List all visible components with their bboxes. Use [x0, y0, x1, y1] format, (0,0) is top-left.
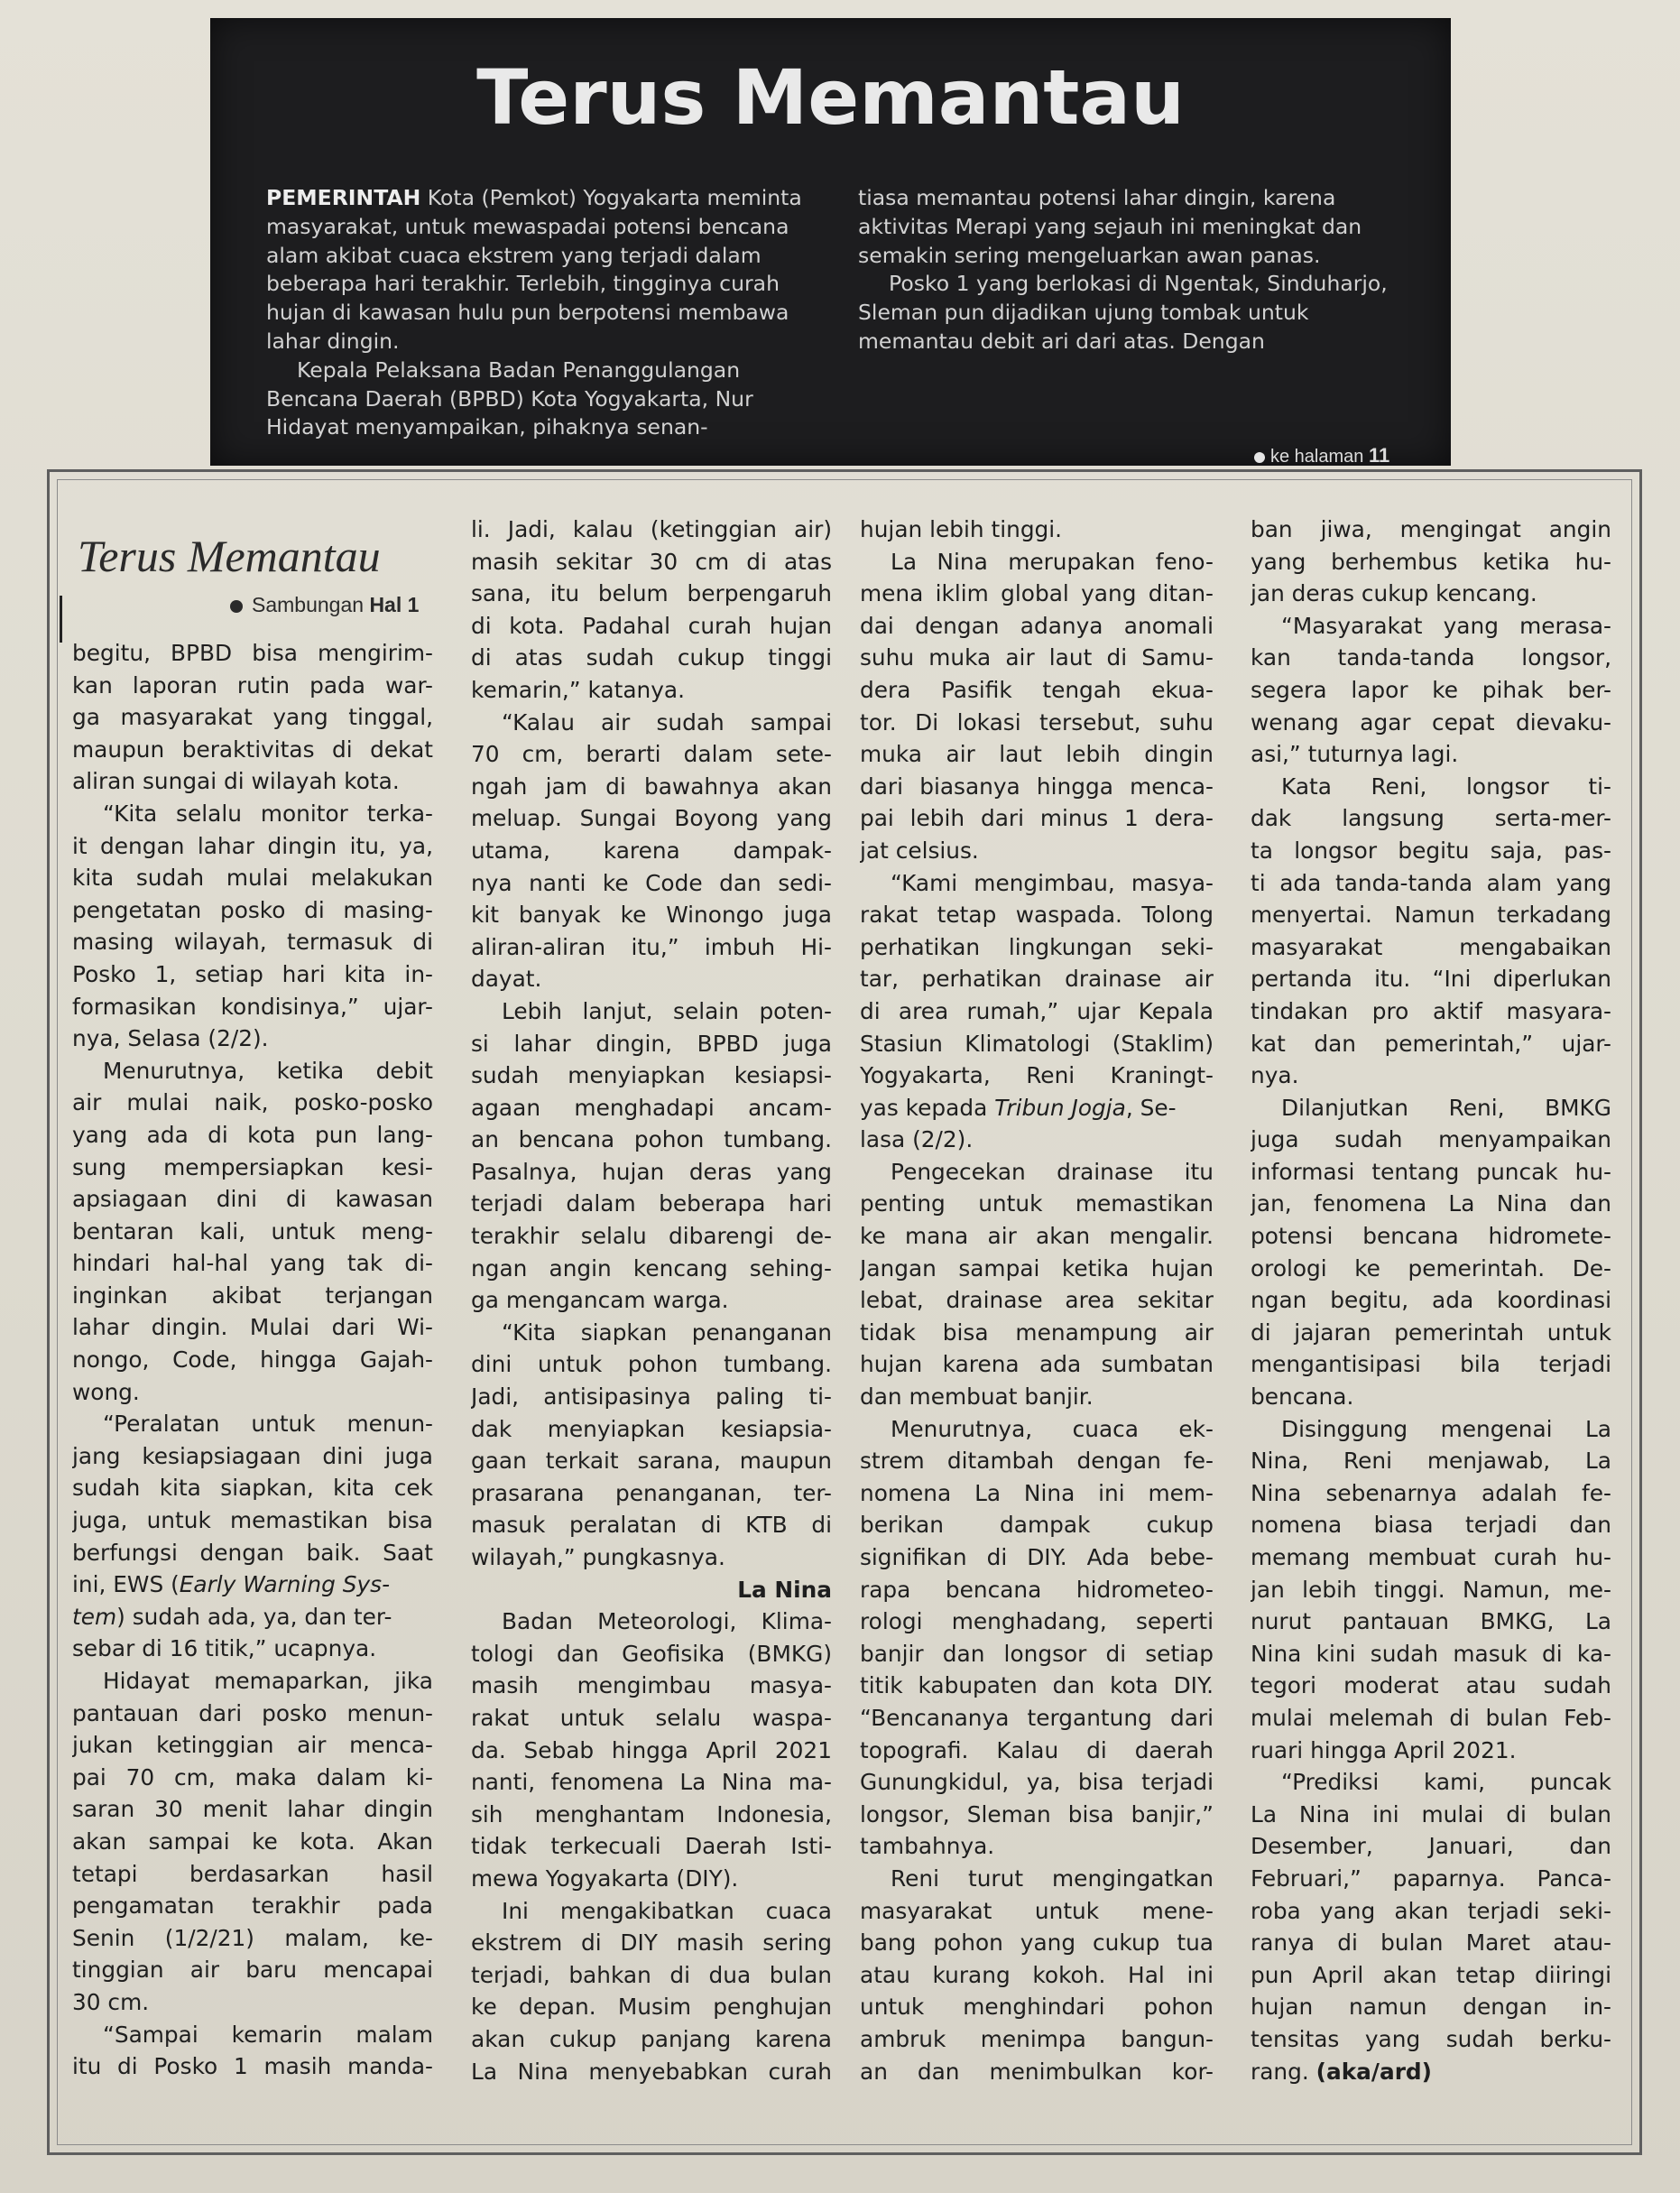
- text-line: an dan menimbulkan kor-: [860, 2058, 1214, 2085]
- text-fragment: , Se-: [1125, 1094, 1177, 1121]
- text-line: dayat.: [471, 966, 542, 993]
- text-line: agaan menghadapi ancam-: [471, 1094, 832, 1121]
- text-line: tambahnya.: [860, 1833, 995, 1860]
- text-line: titik kabupaten dan kota DIY.: [860, 1672, 1214, 1699]
- text-line: suhu muka air laut di Samu-: [860, 644, 1214, 671]
- article-column-3: [860, 514, 1214, 2087]
- text-line: bentaran kali, untuk meng-: [72, 1217, 433, 1245]
- text-line: Jangan sampai ketika hujan: [860, 1254, 1214, 1282]
- text-line: [72, 1568, 433, 1601]
- text-line: menyertai. Namun terkadang: [1251, 902, 1611, 929]
- text-line: potensi bencana hidromete-: [1251, 1223, 1611, 1250]
- text-line: wilayah,” pungkasnya.: [471, 1544, 725, 1570]
- text-line: ngan angin kencang sehing-: [471, 1254, 832, 1282]
- text-line: ambruk menimpa bangun-: [860, 2025, 1214, 2052]
- text-line: tor. Di lokasi tersebut, suhu: [860, 708, 1214, 736]
- text-line: hindari hal-hal yang tak di-: [72, 1250, 433, 1277]
- text-line: Lebih lanjut, selain poten-: [502, 997, 832, 1024]
- text-line: sung mempersiapkan kesi-: [72, 1153, 433, 1180]
- text-line: da. Sebab hingga April 2021: [471, 1736, 832, 1763]
- article-column-4: [1251, 514, 1611, 2087]
- text-line: masuk peralatan di KTB di: [471, 1512, 832, 1539]
- text-line: banjir dan longsor di setiap: [860, 1640, 1214, 1667]
- text-line: Badan Meteorologi, Klima-: [502, 1608, 832, 1635]
- text-line: pai lebih dari minus 1 dera-: [860, 805, 1214, 832]
- text-line: pertanda itu. “Ini diperlukan: [1251, 966, 1611, 993]
- text-line: jang kesiapsiagaan dini juga: [72, 1442, 433, 1469]
- text-line: dai dengan adanya anomali: [860, 612, 1214, 639]
- text-line: Posko 1, setiap hari kita in-: [72, 960, 433, 987]
- bullet-icon: [1254, 452, 1265, 463]
- text-line: masing wilayah, termasuk di: [72, 929, 433, 956]
- front-headline: Terus Memantau: [476, 53, 1185, 142]
- ews-term: Early Warning Sys-: [179, 1571, 391, 1598]
- text-line: pai 70 cm, maka dalam ki-: [72, 1763, 433, 1790]
- text-line: ekstrem di DIY masih sering: [471, 1929, 832, 1957]
- text-line: longsor, Sleman bisa banjir,”: [860, 1800, 1214, 1828]
- front-column-right: [858, 184, 1408, 356]
- text-line: La Nina ini mulai di bulan: [1251, 1800, 1611, 1828]
- text-line: tidak bisa menampung air: [860, 1319, 1214, 1346]
- text-line: Nina kini sudah masuk di ka-: [1251, 1640, 1611, 1667]
- text-line: dera Pasifik tengah ekua-: [860, 676, 1214, 703]
- text-line: bencana.: [1251, 1383, 1354, 1411]
- text-line: tindakan pro aktif masyara-: [1251, 997, 1611, 1024]
- text-line: 70 cm, berarti dalam sete-: [471, 741, 832, 768]
- text-line: segera lapor ke pihak ber-: [1251, 676, 1611, 703]
- text-line: li. Jadi, kalau (ketinggian air): [471, 516, 832, 542]
- text-line: ke mana air akan mengalir.: [860, 1223, 1214, 1250]
- continuation-headline: Terus Memantau: [78, 531, 381, 581]
- text-line: aliran-aliran itu,” imbuh Hi-: [471, 933, 832, 960]
- text-line: “Bencananya tergantung dari: [860, 1704, 1214, 1731]
- text-line: bang pohon yang cukup tua: [860, 1929, 1214, 1957]
- text-line: asi,” tuturnya lagi.: [1251, 741, 1459, 768]
- text-line: air mulai naik, posko-posko: [72, 1089, 433, 1116]
- text-line: lahar dingin. Mulai dari Wi-: [72, 1314, 433, 1341]
- text-line: nurut pantauan BMKG, La: [1251, 1608, 1611, 1635]
- front-left-text-2: Kepala Pelaksana Badan Penanggulangan Bencana Daerah (BPBD) Kota Yogyakarta, Nur Hidayat menyampaikan, pihaknya senan-: [266, 356, 753, 440]
- text-line: pun April akan tetap diiringi: [1251, 1961, 1611, 1988]
- text-line: hujan lebih tinggi.: [860, 516, 1063, 542]
- text-line: Hidayat memaparkan, jika: [103, 1668, 433, 1694]
- sambungan-label: Sambungan: [252, 593, 365, 616]
- text-line: jan deras cukup kencang.: [1251, 580, 1537, 607]
- text-line: lasa (2/2).: [860, 1126, 974, 1153]
- continuation-label: [230, 590, 419, 619]
- text-line: ngah jam di bawahnya akan: [471, 773, 832, 800]
- text-fragment: yas kepada: [860, 1094, 995, 1121]
- text-line: untuk menghindari pohon: [860, 1994, 1214, 2021]
- text-line: Ini mengakibatkan cuaca: [502, 1897, 832, 1924]
- text-line: rapa bencana hidrometeo-: [860, 1576, 1214, 1603]
- text-line: Pasalnya, hujan deras yang: [471, 1158, 832, 1185]
- text-line: terakhir selalu dibarengi de-: [471, 1223, 832, 1250]
- text-line: kan laporan rutin pada war-: [72, 671, 433, 699]
- text-line: informasi tentang puncak hu-: [1251, 1158, 1611, 1185]
- article-column-2: [471, 514, 832, 2087]
- text-line: tidak terkecuali Daerah Isti-: [471, 1833, 832, 1860]
- column-marker: [60, 596, 62, 643]
- jump-text: ke halaman: [1270, 447, 1364, 467]
- text-line: Stasiun Klimatologi (Staklim): [860, 1030, 1214, 1057]
- text-line: nya.: [1251, 1062, 1299, 1089]
- text-line: tologi dan Geofisika (BMKG): [471, 1640, 832, 1667]
- text-line: 30 cm.: [72, 1988, 150, 2015]
- text-line: aliran sungai di wilayah kota.: [72, 768, 400, 795]
- text-line: masyarakat untuk mene-: [860, 1897, 1214, 1924]
- text-line: prasarana penanganan, ter-: [471, 1479, 832, 1506]
- text-line: formasikan kondisinya,” ujar-: [72, 993, 433, 1020]
- text-line: saran 30 menit lahar dingin: [72, 1796, 433, 1823]
- text-line: ga masyarakat yang tinggal,: [72, 704, 433, 731]
- text-line: utama, karena dampak-: [471, 837, 832, 864]
- text-line: jat celsius.: [860, 837, 979, 864]
- text-line: yang ada di kota pun lang-: [72, 1121, 433, 1148]
- text-line: begitu, BPBD bisa mengirim-: [72, 640, 433, 666]
- text-line: dari biasanya hingga menca-: [860, 773, 1214, 800]
- front-right-text-2: Posko 1 yang berlokasi di Ngentak, Sinduharjo, Sleman pun dijadikan ujung tombak untuk memantau debit ari dari atas. Dengan: [858, 271, 1388, 354]
- text-line: di area rumah,” ujar Kepala: [860, 997, 1214, 1024]
- text-line: Gunungkidul, ya, bisa terjadi: [860, 1769, 1214, 1796]
- text-line: memang membuat curah hu-: [1251, 1544, 1611, 1570]
- text-line: masyarakat mengabaikan: [1251, 933, 1611, 960]
- text-line: pengetatan posko di masing-: [72, 896, 433, 923]
- text-line: sih menghantam Indonesia,: [471, 1800, 832, 1828]
- front-left-text: Kota (Pemkot) Yogyakarta meminta masyarakat, untuk mewaspadai potensi bencana alam akibat cuaca ekstrem yang terjadi dalam beberapa hari terakhir. Terlebih, tingginya curah hujan di kawasan hulu pun berpotensi membawa lahar dingin.: [266, 185, 802, 354]
- text-line: ngan begitu, ada koordinasi: [1251, 1287, 1611, 1314]
- text-line: rakat tetap waspada. Tolong: [860, 902, 1214, 929]
- text-line: kan tanda-tanda longsor,: [1251, 644, 1611, 671]
- text-line: an bencana pohon tumbang.: [471, 1126, 832, 1153]
- text-line: Disinggung mengenai La: [1281, 1415, 1611, 1442]
- text-line: wong.: [72, 1378, 140, 1405]
- text-line: sana, itu belum berpengaruh: [471, 580, 832, 607]
- text-line: tetapi berdasarkan hasil: [72, 1860, 433, 1887]
- text-line: meluap. Sungai Boyong yang: [471, 805, 832, 832]
- subheading: La Nina: [737, 1576, 832, 1603]
- text-line: terjadi dalam beberapa hari: [471, 1190, 832, 1217]
- publication-name: Tribun Jogja: [994, 1094, 1126, 1121]
- text-line: Jadi, antisipasinya paling ti-: [471, 1383, 832, 1411]
- text-line: penting untuk memastikan: [860, 1190, 1214, 1217]
- text-fragment: ) sudah ada, ya, dan ter-: [116, 1603, 392, 1630]
- text-line: nya, Selasa (2/2).: [72, 1025, 269, 1052]
- text-line: tensitas yang sudah berku-: [1251, 2025, 1611, 2052]
- author-initials: (aka/ard): [1315, 2058, 1433, 2085]
- text-line: orologi ke pemerintah. De-: [1251, 1254, 1611, 1282]
- text-line: Kata Reni, longsor ti-: [1281, 773, 1611, 800]
- jump-to-page: [1254, 444, 1389, 468]
- text-line: “Sampai kemarin malam: [103, 2021, 433, 2048]
- text-line: rologi menghadang, seperti: [860, 1608, 1214, 1635]
- text-line: perhatikan lingkungan seki-: [860, 933, 1214, 960]
- text-line: Senin (1/2/21) malam, ke-: [72, 1924, 433, 1951]
- text-line: La Nina menyebabkan curah: [471, 2058, 832, 2085]
- text-line: atau kurang kokoh. Hal ini: [860, 1961, 1214, 1988]
- front-page-box: [210, 18, 1451, 466]
- text-line: gaan terkait sarana, maupun: [471, 1448, 832, 1475]
- text-line: topografi. Kalau di daerah: [860, 1736, 1214, 1763]
- text-line: akan cukup panjang karena: [471, 2025, 832, 2052]
- text-line: itu di Posko 1 masih manda-: [72, 2053, 433, 2080]
- text-line: si lahar dingin, BPBD juga: [471, 1030, 832, 1057]
- text-line: wenang agar cepat dievaku-: [1251, 708, 1611, 736]
- text-line: La Nina merupakan feno-: [891, 548, 1214, 575]
- text-line: mena iklim global yang ditan-: [860, 580, 1214, 607]
- text-line: Menurutnya, ketika debit: [103, 1057, 433, 1084]
- text-line: tar, perhatikan drainase air: [860, 966, 1214, 993]
- text-line: [1251, 2056, 1611, 2088]
- text-line: hujan namun dengan in-: [1251, 1994, 1611, 2021]
- text-line: ke depan. Musim penghujan: [471, 1994, 832, 2021]
- text-line: “Kami mengimbau, masya-: [891, 869, 1214, 896]
- text-line: kemarin,” katanya.: [471, 676, 685, 703]
- text-line: signifikan di DIY. Ada bebe-: [860, 1544, 1214, 1570]
- text-line: berikan dampak cukup: [860, 1512, 1214, 1539]
- text-line: [72, 1601, 433, 1633]
- text-line: strem ditambah dengan fe-: [860, 1448, 1214, 1475]
- jump-page-number: 11: [1368, 444, 1390, 467]
- text-line: masih sekitar 30 cm di atas: [471, 548, 832, 575]
- text-line: “Kita siapkan penanganan: [502, 1319, 832, 1346]
- text-line: ban jiwa, mengingat angin: [1251, 516, 1611, 542]
- text-line: tinggian air baru mencapai: [72, 1957, 433, 1984]
- text-line: Desember, Januari, dan: [1251, 1833, 1611, 1860]
- text-line: “Peralatan untuk menun-: [103, 1411, 433, 1438]
- text-line: dak langsung serta-mer-: [1251, 805, 1611, 832]
- text-line: nomena La Nina ini mem-: [860, 1479, 1214, 1506]
- text-line: ranya di bulan Maret atau-: [1251, 1929, 1611, 1957]
- text-line: roba yang akan terjadi seki-: [1251, 1897, 1611, 1924]
- text-line: mulai melemah di bulan Feb-: [1251, 1704, 1611, 1731]
- text-fragment: ini, EWS (: [72, 1571, 180, 1598]
- text-line: Nina, Reni menjawab, La: [1251, 1448, 1611, 1475]
- text-line: Februari,” paparnya. Panca-: [1251, 1865, 1611, 1892]
- text-line: terjadi, bahkan di dua bulan: [471, 1961, 832, 1988]
- text-line: yang berhembus ketika hu-: [1251, 548, 1611, 575]
- text-line: muka air laut lebih dingin: [860, 741, 1214, 768]
- text-line: “Kalau air sudah sampai: [502, 708, 832, 736]
- text-line: nomena biasa terjadi dan: [1251, 1512, 1611, 1539]
- text-line: sudah menyiapkan kesiapsi-: [471, 1062, 832, 1089]
- text-line: sebar di 16 titik,” ucapnya.: [72, 1635, 377, 1662]
- text-line: dan membuat banjir.: [860, 1383, 1094, 1411]
- front-right-text: tiasa memantau potensi lahar dingin, karena aktivitas Merapi yang sejauh ini meningkat dan semakin sering mengeluarkan awan panas.: [858, 185, 1362, 268]
- text-line: dini untuk pohon tumbang.: [471, 1351, 832, 1378]
- text-line: [860, 1092, 1214, 1124]
- text-line: maupun beraktivitas di dekat: [72, 736, 433, 763]
- text-line: Dilanjutkan Reni, BMKG: [1281, 1094, 1611, 1121]
- text-line: dak menyiapkan kesiapsia-: [471, 1415, 832, 1442]
- text-line: inginkan akibat terjangan: [72, 1282, 433, 1309]
- text-line: Menurutnya, cuaca ek-: [891, 1415, 1214, 1442]
- text-line: jan lebih tinggi. Namun, me-: [1251, 1576, 1611, 1603]
- text-line: ta longsor begitu saja, pas-: [1251, 837, 1611, 864]
- text-line: berfungsi dengan baik. Saat: [72, 1539, 433, 1566]
- article-column-1: [72, 637, 433, 2083]
- bullet-icon: [230, 600, 243, 613]
- text-line: mengantisipasi bila terjadi: [1251, 1351, 1611, 1378]
- text-line: pengamatan terakhir pada: [72, 1892, 433, 1920]
- text-line: hujan karena ada sumbatan: [860, 1351, 1214, 1378]
- text-line: kit banyak ke Winongo juga: [471, 902, 832, 929]
- front-lead-word: PEMERINTAH: [266, 185, 421, 210]
- text-line: “Masyarakat yang merasa-: [1281, 612, 1611, 639]
- text-line: di jajaran pemerintah untuk: [1251, 1319, 1611, 1346]
- text-line: nya nanti ke Code dan sedi-: [471, 869, 832, 896]
- text-line: tegori moderat atau sudah: [1251, 1672, 1611, 1699]
- text-line: Reni turut mengingatkan: [891, 1865, 1214, 1892]
- text-line: Nina sebenarnya adalah fe-: [1251, 1479, 1611, 1506]
- text-line: di kota. Padahal curah hujan: [471, 612, 832, 639]
- text-line: jan, fenomena La Nina dan: [1251, 1190, 1611, 1217]
- text-line: it dengan lahar dingin itu, ya,: [72, 832, 433, 859]
- text-line: nongo, Code, hingga Gajah-: [72, 1346, 433, 1374]
- text-line: nanti, fenomena La Nina ma-: [471, 1769, 832, 1796]
- text-line: kita sudah mulai melakukan: [72, 865, 433, 892]
- text-line: juga sudah menyampaikan: [1251, 1126, 1611, 1153]
- sambungan-page: Hal 1: [369, 593, 420, 616]
- text-line: “Kita selalu monitor terka-: [103, 800, 433, 827]
- text-line: ti ada tanda-tanda alam yang: [1251, 869, 1611, 896]
- front-column-left: [266, 184, 817, 442]
- text-line: pantauan dari posko menun-: [72, 1699, 433, 1726]
- text-line: jukan ketinggian air menca-: [72, 1732, 433, 1759]
- text-line: lebat, drainase area sekitar: [860, 1287, 1214, 1314]
- text-line: mewa Yogyakarta (DIY).: [471, 1865, 739, 1892]
- text-line: ruari hingga April 2021.: [1251, 1736, 1517, 1763]
- text-line: kat dan pemerintah,” ujar-: [1251, 1030, 1611, 1057]
- text-fragment: rang.: [1251, 2058, 1316, 2085]
- text-line: akan sampai ke kota. Akan: [72, 1828, 433, 1855]
- text-line: Yogyakarta, Reni Kraningt-: [860, 1062, 1214, 1089]
- text-line: apsiagaan dini di kawasan: [72, 1186, 433, 1213]
- text-line: di atas sudah cukup tinggi: [471, 644, 832, 671]
- text-line: juga, untuk memastikan bisa: [72, 1507, 433, 1534]
- text-line: sudah kita siapkan, kita cek: [72, 1475, 433, 1502]
- text-line: “Prediksi kami, puncak: [1281, 1769, 1611, 1796]
- text-line: ga mengancam warga.: [471, 1287, 729, 1314]
- text-line: masih mengimbau masya-: [471, 1672, 832, 1699]
- text-line: rakat untuk selalu waspa-: [471, 1704, 832, 1731]
- text-line: Pengecekan drainase itu: [891, 1158, 1214, 1185]
- ews-term-end: tem: [72, 1603, 117, 1630]
